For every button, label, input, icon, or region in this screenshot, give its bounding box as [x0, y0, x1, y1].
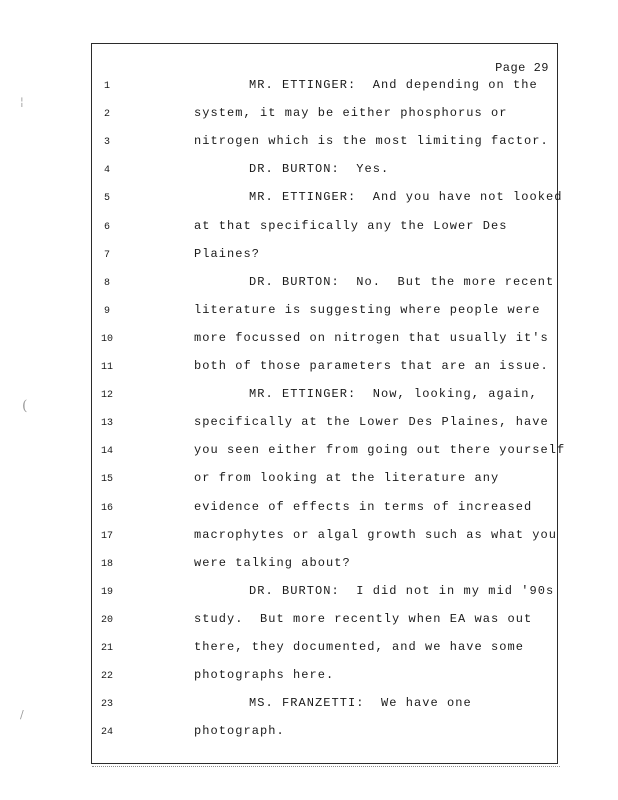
- line-number: 20: [101, 614, 114, 626]
- line-text: DR. BURTON: I did not in my mid '90s: [249, 583, 555, 598]
- line-number: 18: [101, 558, 114, 570]
- transcript-line: [92, 528, 559, 548]
- transcript-line: [92, 219, 559, 239]
- line-number: 11: [101, 362, 114, 373]
- line-number: 15: [101, 474, 114, 486]
- transcript-line: [92, 443, 566, 463]
- transcript-line: [92, 612, 559, 632]
- transcript-line: [92, 106, 559, 126]
- transcript-line: [92, 359, 559, 379]
- line-text: there, they documented, and we have some: [194, 640, 525, 654]
- transcript-line: [92, 471, 559, 491]
- line-number: 19: [101, 586, 114, 598]
- line-text: both of those parameters that are an issue.: [194, 359, 549, 373]
- line-text: system, it may be either phosphorus or: [194, 106, 508, 121]
- transcript-line: [92, 247, 559, 267]
- margin-mark-bottom: /: [20, 708, 24, 721]
- transcript-line: [92, 584, 559, 604]
- line-text: photographs here.: [194, 668, 335, 683]
- line-number: 22: [101, 671, 114, 683]
- line-text: specifically at the Lower Des Plaines, have: [194, 415, 549, 430]
- line-number: 7: [103, 249, 110, 261]
- line-text: photograph.: [194, 724, 285, 739]
- transcript-line: [92, 134, 559, 154]
- line-number: 2: [103, 109, 110, 121]
- line-text: evidence of effects in terms of increased: [194, 499, 533, 514]
- line-number: 8: [103, 277, 110, 289]
- line-text: DR. BURTON: Yes.: [249, 162, 390, 177]
- line-number: 3: [103, 137, 110, 149]
- transcript-line: [92, 78, 559, 98]
- margin-mark-middle: (: [22, 398, 28, 414]
- page-number: Page 29: [495, 61, 549, 75]
- line-number: 24: [101, 727, 114, 739]
- transcript-line: [92, 303, 559, 323]
- line-text: DR. BURTON: No. But the more recent: [249, 274, 555, 289]
- line-number: 9: [103, 305, 110, 317]
- line-text: Plaines?: [194, 246, 261, 261]
- line-text: were talking about?: [194, 555, 351, 570]
- line-text: study. But more recently when EA was out: [194, 611, 533, 626]
- line-number: 5: [103, 193, 110, 205]
- transcript-line: [92, 696, 559, 716]
- transcript-line: [92, 724, 559, 744]
- line-text: literature is suggesting where people were: [194, 302, 541, 317]
- line-text: macrophytes or algal growth such as what you: [194, 527, 558, 542]
- transcript-line: [92, 556, 559, 576]
- line-text: MR. ETTINGER: And you have not looked: [249, 190, 563, 205]
- line-number: 23: [101, 699, 114, 711]
- line-text: MR. ETTINGER: And depending on the: [249, 78, 538, 92]
- line-text: at that specifically any the Lower Des: [194, 218, 508, 233]
- line-number: 10: [101, 333, 114, 345]
- line-number: 16: [101, 502, 114, 514]
- line-text: or from looking at the literature any: [194, 471, 500, 486]
- transcript-line: [92, 668, 559, 688]
- transcript-line: [92, 387, 559, 407]
- transcript-line: [92, 331, 559, 351]
- line-number: 14: [101, 446, 114, 458]
- transcript-line: [92, 162, 559, 182]
- transcript-line: [92, 275, 559, 295]
- transcript-line: [92, 190, 563, 210]
- line-number: 21: [101, 643, 114, 654]
- line-number: 1: [103, 81, 110, 92]
- line-number: 13: [101, 418, 114, 430]
- line-number: 17: [101, 530, 114, 542]
- line-text: nitrogen which is the most limiting factor.: [194, 134, 549, 149]
- line-number: 6: [103, 221, 110, 233]
- transcript-line: [92, 640, 559, 660]
- line-text: MS. FRANZETTI: We have one: [249, 696, 472, 711]
- line-number: 4: [103, 165, 110, 177]
- line-text: MR. ETTINGER: Now, looking, again,: [249, 387, 538, 402]
- transcript-line: [92, 500, 559, 520]
- line-number: 12: [101, 390, 114, 402]
- line-text: you seen either from going out there yourself: [194, 443, 566, 458]
- margin-mark-top: ¦: [20, 95, 24, 108]
- transcript-line: [92, 415, 559, 435]
- line-text: more focussed on nitrogen that usually it's: [194, 330, 549, 345]
- scan-footer-line: [92, 766, 560, 769]
- transcript-page-frame: [91, 43, 566, 764]
